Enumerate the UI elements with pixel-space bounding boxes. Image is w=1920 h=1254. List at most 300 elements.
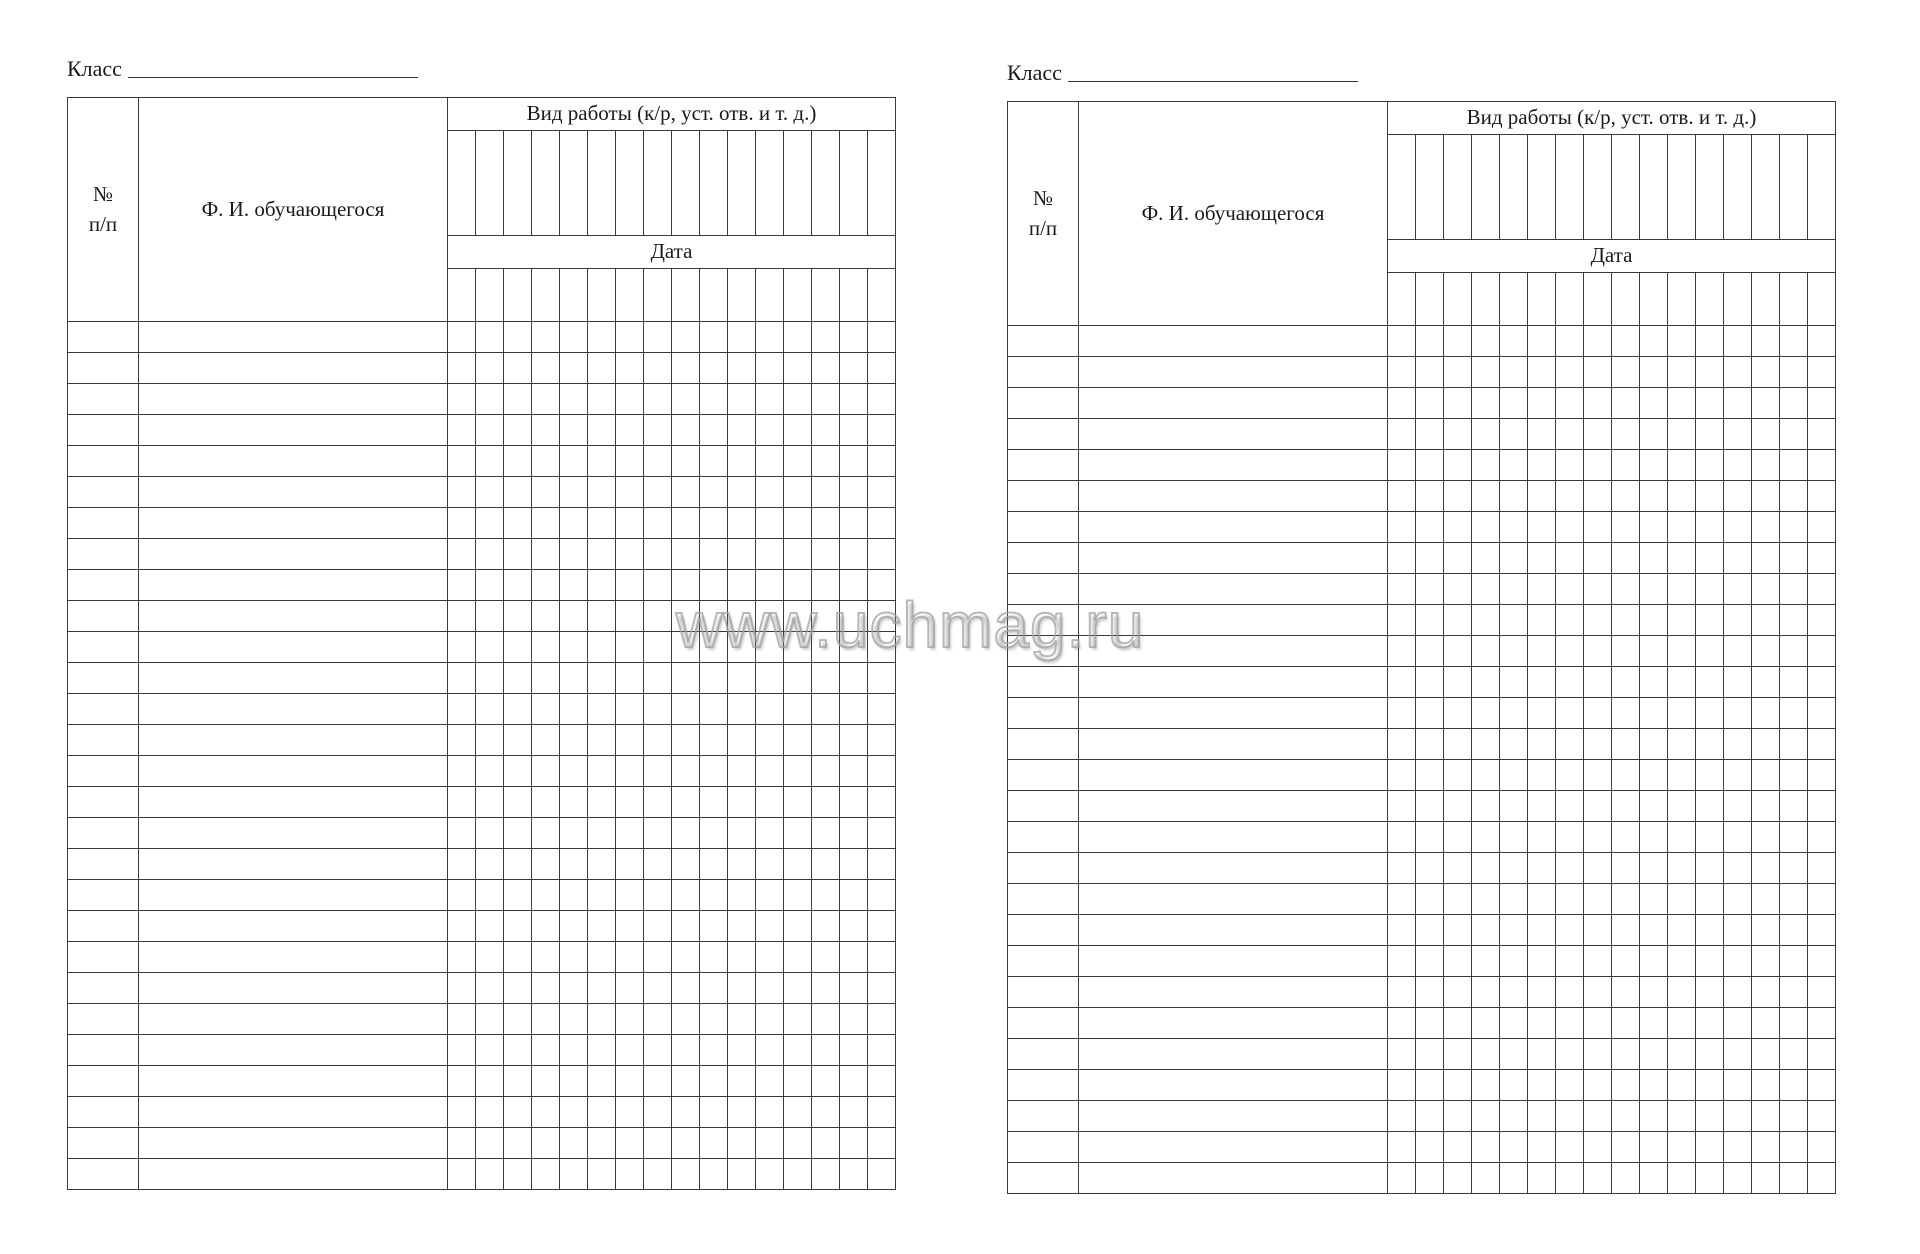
mark-cell[interactable] xyxy=(784,353,812,384)
mark-cell[interactable] xyxy=(1808,636,1836,667)
mark-cell[interactable] xyxy=(1472,450,1500,481)
date-cell[interactable] xyxy=(1808,273,1836,326)
mark-cell[interactable] xyxy=(476,1004,504,1035)
mark-cell[interactable] xyxy=(1472,1101,1500,1132)
mark-cell[interactable] xyxy=(1556,698,1584,729)
mark-cell[interactable] xyxy=(448,942,476,973)
mark-cell[interactable] xyxy=(1668,1132,1696,1163)
mark-cell[interactable] xyxy=(1388,791,1416,822)
mark-cell[interactable] xyxy=(1416,1132,1444,1163)
mark-cell[interactable] xyxy=(476,1128,504,1159)
number-cell[interactable] xyxy=(68,1035,139,1066)
mark-cell[interactable] xyxy=(1752,419,1780,450)
mark-cell[interactable] xyxy=(1752,574,1780,605)
mark-cell[interactable] xyxy=(1416,915,1444,946)
mark-cell[interactable] xyxy=(840,911,868,942)
mark-cell[interactable] xyxy=(1500,543,1528,574)
mark-cell[interactable] xyxy=(1584,1008,1612,1039)
mark-cell[interactable] xyxy=(1724,357,1752,388)
student-name-cell[interactable] xyxy=(139,942,448,973)
mark-cell[interactable] xyxy=(644,942,672,973)
mark-cell[interactable] xyxy=(700,942,728,973)
mark-cell[interactable] xyxy=(1500,326,1528,357)
number-cell[interactable] xyxy=(1008,915,1079,946)
mark-cell[interactable] xyxy=(504,1097,532,1128)
mark-cell[interactable] xyxy=(644,446,672,477)
mark-cell[interactable] xyxy=(672,818,700,849)
mark-cell[interactable] xyxy=(1472,1008,1500,1039)
mark-cell[interactable] xyxy=(448,415,476,446)
mark-cell[interactable] xyxy=(700,539,728,570)
date-cell[interactable] xyxy=(840,269,868,322)
mark-cell[interactable] xyxy=(1752,481,1780,512)
mark-cell[interactable] xyxy=(476,973,504,1004)
date-cell[interactable] xyxy=(700,269,728,322)
mark-cell[interactable] xyxy=(756,384,784,415)
mark-cell[interactable] xyxy=(1640,760,1668,791)
mark-cell[interactable] xyxy=(1388,1163,1416,1194)
mark-cell[interactable] xyxy=(672,880,700,911)
mark-cell[interactable] xyxy=(1640,1039,1668,1070)
mark-cell[interactable] xyxy=(504,663,532,694)
mark-cell[interactable] xyxy=(1444,1132,1472,1163)
mark-cell[interactable] xyxy=(700,1035,728,1066)
mark-cell[interactable] xyxy=(448,880,476,911)
mark-cell[interactable] xyxy=(672,446,700,477)
mark-cell[interactable] xyxy=(1724,636,1752,667)
mark-cell[interactable] xyxy=(868,415,896,446)
mark-cell[interactable] xyxy=(1780,481,1808,512)
number-cell[interactable] xyxy=(1008,1039,1079,1070)
mark-cell[interactable] xyxy=(1612,667,1640,698)
mark-cell[interactable] xyxy=(1696,357,1724,388)
mark-cell[interactable] xyxy=(448,1066,476,1097)
mark-cell[interactable] xyxy=(840,446,868,477)
mark-cell[interactable] xyxy=(756,973,784,1004)
mark-cell[interactable] xyxy=(1668,1008,1696,1039)
mark-cell[interactable] xyxy=(672,911,700,942)
mark-cell[interactable] xyxy=(588,1035,616,1066)
mark-cell[interactable] xyxy=(840,756,868,787)
mark-cell[interactable] xyxy=(1808,698,1836,729)
mark-cell[interactable] xyxy=(728,1097,756,1128)
mark-cell[interactable] xyxy=(868,353,896,384)
mark-cell[interactable] xyxy=(1416,1039,1444,1070)
mark-cell[interactable] xyxy=(840,787,868,818)
mark-cell[interactable] xyxy=(532,601,560,632)
mark-cell[interactable] xyxy=(1612,450,1640,481)
mark-cell[interactable] xyxy=(616,1066,644,1097)
number-cell[interactable] xyxy=(68,1004,139,1035)
mark-cell[interactable] xyxy=(1528,605,1556,636)
mark-cell[interactable] xyxy=(1584,946,1612,977)
student-name-cell[interactable] xyxy=(1079,977,1388,1008)
student-name-cell[interactable] xyxy=(139,694,448,725)
mark-cell[interactable] xyxy=(868,1035,896,1066)
mark-cell[interactable] xyxy=(1584,1101,1612,1132)
mark-cell[interactable] xyxy=(1584,450,1612,481)
mark-cell[interactable] xyxy=(672,1097,700,1128)
mark-cell[interactable] xyxy=(476,880,504,911)
mark-cell[interactable] xyxy=(784,787,812,818)
mark-cell[interactable] xyxy=(812,1004,840,1035)
number-cell[interactable] xyxy=(68,601,139,632)
mark-cell[interactable] xyxy=(1668,574,1696,605)
work-type-cell[interactable] xyxy=(1472,135,1500,240)
mark-cell[interactable] xyxy=(1528,543,1556,574)
student-name-cell[interactable] xyxy=(139,849,448,880)
mark-cell[interactable] xyxy=(448,756,476,787)
mark-cell[interactable] xyxy=(784,322,812,353)
mark-cell[interactable] xyxy=(1556,605,1584,636)
work-type-cell[interactable] xyxy=(1668,135,1696,240)
mark-cell[interactable] xyxy=(1472,760,1500,791)
mark-cell[interactable] xyxy=(756,663,784,694)
number-cell[interactable] xyxy=(1008,481,1079,512)
mark-cell[interactable] xyxy=(700,477,728,508)
mark-cell[interactable] xyxy=(728,756,756,787)
mark-cell[interactable] xyxy=(1528,946,1556,977)
mark-cell[interactable] xyxy=(560,1066,588,1097)
mark-cell[interactable] xyxy=(812,1035,840,1066)
mark-cell[interactable] xyxy=(1752,915,1780,946)
work-type-cell[interactable] xyxy=(700,131,728,236)
mark-cell[interactable] xyxy=(1640,419,1668,450)
mark-cell[interactable] xyxy=(672,1066,700,1097)
mark-cell[interactable] xyxy=(700,725,728,756)
mark-cell[interactable] xyxy=(1472,884,1500,915)
mark-cell[interactable] xyxy=(840,415,868,446)
mark-cell[interactable] xyxy=(1556,853,1584,884)
mark-cell[interactable] xyxy=(560,880,588,911)
mark-cell[interactable] xyxy=(448,539,476,570)
mark-cell[interactable] xyxy=(1612,388,1640,419)
mark-cell[interactable] xyxy=(756,756,784,787)
mark-cell[interactable] xyxy=(1472,636,1500,667)
mark-cell[interactable] xyxy=(728,601,756,632)
mark-cell[interactable] xyxy=(1500,698,1528,729)
mark-cell[interactable] xyxy=(1584,605,1612,636)
mark-cell[interactable] xyxy=(1472,574,1500,605)
student-name-cell[interactable] xyxy=(1079,574,1388,605)
date-cell[interactable] xyxy=(1528,273,1556,326)
mark-cell[interactable] xyxy=(1752,667,1780,698)
mark-cell[interactable] xyxy=(784,1159,812,1190)
mark-cell[interactable] xyxy=(476,849,504,880)
mark-cell[interactable] xyxy=(560,1159,588,1190)
mark-cell[interactable] xyxy=(1584,729,1612,760)
mark-cell[interactable] xyxy=(644,663,672,694)
mark-cell[interactable] xyxy=(1416,760,1444,791)
number-cell[interactable] xyxy=(1008,419,1079,450)
mark-cell[interactable] xyxy=(616,601,644,632)
mark-cell[interactable] xyxy=(1584,543,1612,574)
mark-cell[interactable] xyxy=(812,508,840,539)
mark-cell[interactable] xyxy=(616,663,644,694)
number-cell[interactable] xyxy=(68,725,139,756)
mark-cell[interactable] xyxy=(728,849,756,880)
mark-cell[interactable] xyxy=(1808,388,1836,419)
date-cell[interactable] xyxy=(1752,273,1780,326)
mark-cell[interactable] xyxy=(476,694,504,725)
mark-cell[interactable] xyxy=(1724,512,1752,543)
mark-cell[interactable] xyxy=(700,849,728,880)
mark-cell[interactable] xyxy=(1556,729,1584,760)
mark-cell[interactable] xyxy=(644,384,672,415)
mark-cell[interactable] xyxy=(1808,946,1836,977)
mark-cell[interactable] xyxy=(1528,791,1556,822)
mark-cell[interactable] xyxy=(1528,388,1556,419)
mark-cell[interactable] xyxy=(1724,729,1752,760)
mark-cell[interactable] xyxy=(1752,977,1780,1008)
mark-cell[interactable] xyxy=(1444,1008,1472,1039)
mark-cell[interactable] xyxy=(1500,791,1528,822)
mark-cell[interactable] xyxy=(1500,853,1528,884)
mark-cell[interactable] xyxy=(1696,543,1724,574)
mark-cell[interactable] xyxy=(1444,636,1472,667)
mark-cell[interactable] xyxy=(1780,388,1808,419)
mark-cell[interactable] xyxy=(1668,946,1696,977)
mark-cell[interactable] xyxy=(1724,667,1752,698)
mark-cell[interactable] xyxy=(1416,605,1444,636)
mark-cell[interactable] xyxy=(588,446,616,477)
number-cell[interactable] xyxy=(1008,326,1079,357)
student-name-cell[interactable] xyxy=(1079,1163,1388,1194)
mark-cell[interactable] xyxy=(448,787,476,818)
mark-cell[interactable] xyxy=(560,1035,588,1066)
mark-cell[interactable] xyxy=(1640,853,1668,884)
mark-cell[interactable] xyxy=(1444,357,1472,388)
mark-cell[interactable] xyxy=(616,1159,644,1190)
mark-cell[interactable] xyxy=(448,725,476,756)
mark-cell[interactable] xyxy=(560,694,588,725)
mark-cell[interactable] xyxy=(588,601,616,632)
date-cell[interactable] xyxy=(1640,273,1668,326)
mark-cell[interactable] xyxy=(616,353,644,384)
mark-cell[interactable] xyxy=(1416,698,1444,729)
number-cell[interactable] xyxy=(1008,884,1079,915)
mark-cell[interactable] xyxy=(1556,1101,1584,1132)
mark-cell[interactable] xyxy=(588,1159,616,1190)
mark-cell[interactable] xyxy=(1612,822,1640,853)
mark-cell[interactable] xyxy=(1472,791,1500,822)
mark-cell[interactable] xyxy=(448,570,476,601)
mark-cell[interactable] xyxy=(1696,1039,1724,1070)
mark-cell[interactable] xyxy=(1388,884,1416,915)
mark-cell[interactable] xyxy=(1808,450,1836,481)
mark-cell[interactable] xyxy=(840,973,868,1004)
mark-cell[interactable] xyxy=(1500,667,1528,698)
student-name-cell[interactable] xyxy=(139,415,448,446)
mark-cell[interactable] xyxy=(1752,1070,1780,1101)
mark-cell[interactable] xyxy=(560,539,588,570)
mark-cell[interactable] xyxy=(532,1128,560,1159)
mark-cell[interactable] xyxy=(476,1035,504,1066)
mark-cell[interactable] xyxy=(784,1128,812,1159)
mark-cell[interactable] xyxy=(1696,481,1724,512)
mark-cell[interactable] xyxy=(812,942,840,973)
mark-cell[interactable] xyxy=(1444,326,1472,357)
mark-cell[interactable] xyxy=(812,446,840,477)
mark-cell[interactable] xyxy=(1388,1039,1416,1070)
mark-cell[interactable] xyxy=(1444,698,1472,729)
number-cell[interactable] xyxy=(68,663,139,694)
mark-cell[interactable] xyxy=(1388,357,1416,388)
mark-cell[interactable] xyxy=(1808,1070,1836,1101)
mark-cell[interactable] xyxy=(812,756,840,787)
mark-cell[interactable] xyxy=(1724,326,1752,357)
mark-cell[interactable] xyxy=(840,1035,868,1066)
mark-cell[interactable] xyxy=(1444,512,1472,543)
mark-cell[interactable] xyxy=(644,1097,672,1128)
mark-cell[interactable] xyxy=(1388,1132,1416,1163)
mark-cell[interactable] xyxy=(560,1004,588,1035)
number-cell[interactable] xyxy=(68,508,139,539)
student-name-cell[interactable] xyxy=(1079,915,1388,946)
number-cell[interactable] xyxy=(1008,853,1079,884)
mark-cell[interactable] xyxy=(784,694,812,725)
mark-cell[interactable] xyxy=(868,384,896,415)
work-type-cell[interactable] xyxy=(1612,135,1640,240)
mark-cell[interactable] xyxy=(1584,822,1612,853)
number-cell[interactable] xyxy=(1008,977,1079,1008)
mark-cell[interactable] xyxy=(476,1159,504,1190)
mark-cell[interactable] xyxy=(1416,1163,1444,1194)
mark-cell[interactable] xyxy=(672,322,700,353)
mark-cell[interactable] xyxy=(1808,419,1836,450)
mark-cell[interactable] xyxy=(1780,977,1808,1008)
mark-cell[interactable] xyxy=(784,539,812,570)
mark-cell[interactable] xyxy=(476,911,504,942)
mark-cell[interactable] xyxy=(1780,698,1808,729)
mark-cell[interactable] xyxy=(868,818,896,849)
mark-cell[interactable] xyxy=(1584,636,1612,667)
mark-cell[interactable] xyxy=(1556,388,1584,419)
mark-cell[interactable] xyxy=(840,880,868,911)
mark-cell[interactable] xyxy=(1388,636,1416,667)
class-blank-line[interactable] xyxy=(128,76,418,78)
mark-cell[interactable] xyxy=(560,415,588,446)
mark-cell[interactable] xyxy=(868,849,896,880)
mark-cell[interactable] xyxy=(812,1128,840,1159)
mark-cell[interactable] xyxy=(1528,822,1556,853)
mark-cell[interactable] xyxy=(1500,977,1528,1008)
mark-cell[interactable] xyxy=(812,973,840,1004)
mark-cell[interactable] xyxy=(672,353,700,384)
mark-cell[interactable] xyxy=(1640,450,1668,481)
mark-cell[interactable] xyxy=(1612,698,1640,729)
mark-cell[interactable] xyxy=(1416,667,1444,698)
mark-cell[interactable] xyxy=(784,446,812,477)
mark-cell[interactable] xyxy=(1724,698,1752,729)
work-type-cell[interactable] xyxy=(784,131,812,236)
mark-cell[interactable] xyxy=(1668,1039,1696,1070)
number-cell[interactable] xyxy=(68,384,139,415)
mark-cell[interactable] xyxy=(1668,636,1696,667)
mark-cell[interactable] xyxy=(1780,884,1808,915)
mark-cell[interactable] xyxy=(812,632,840,663)
mark-cell[interactable] xyxy=(1556,450,1584,481)
student-name-cell[interactable] xyxy=(1079,729,1388,760)
mark-cell[interactable] xyxy=(672,508,700,539)
number-cell[interactable] xyxy=(1008,1101,1079,1132)
student-name-cell[interactable] xyxy=(139,1159,448,1190)
student-name-cell[interactable] xyxy=(1079,1039,1388,1070)
mark-cell[interactable] xyxy=(1388,388,1416,419)
number-cell[interactable] xyxy=(68,1066,139,1097)
date-cell[interactable] xyxy=(868,269,896,322)
mark-cell[interactable] xyxy=(1584,853,1612,884)
mark-cell[interactable] xyxy=(1416,450,1444,481)
mark-cell[interactable] xyxy=(1528,636,1556,667)
mark-cell[interactable] xyxy=(700,415,728,446)
mark-cell[interactable] xyxy=(1808,667,1836,698)
student-name-cell[interactable] xyxy=(1079,667,1388,698)
mark-cell[interactable] xyxy=(1808,543,1836,574)
mark-cell[interactable] xyxy=(476,787,504,818)
mark-cell[interactable] xyxy=(672,477,700,508)
number-cell[interactable] xyxy=(68,694,139,725)
mark-cell[interactable] xyxy=(700,446,728,477)
mark-cell[interactable] xyxy=(700,632,728,663)
mark-cell[interactable] xyxy=(840,539,868,570)
mark-cell[interactable] xyxy=(756,353,784,384)
mark-cell[interactable] xyxy=(1612,1008,1640,1039)
mark-cell[interactable] xyxy=(840,477,868,508)
mark-cell[interactable] xyxy=(1416,977,1444,1008)
mark-cell[interactable] xyxy=(560,353,588,384)
mark-cell[interactable] xyxy=(644,725,672,756)
mark-cell[interactable] xyxy=(616,818,644,849)
date-cell[interactable] xyxy=(1444,273,1472,326)
mark-cell[interactable] xyxy=(1444,1163,1472,1194)
mark-cell[interactable] xyxy=(784,663,812,694)
mark-cell[interactable] xyxy=(840,508,868,539)
mark-cell[interactable] xyxy=(1584,419,1612,450)
mark-cell[interactable] xyxy=(840,353,868,384)
mark-cell[interactable] xyxy=(1808,1163,1836,1194)
mark-cell[interactable] xyxy=(700,787,728,818)
work-type-cell[interactable] xyxy=(532,131,560,236)
mark-cell[interactable] xyxy=(1640,543,1668,574)
mark-cell[interactable] xyxy=(476,539,504,570)
date-cell[interactable] xyxy=(532,269,560,322)
mark-cell[interactable] xyxy=(644,1066,672,1097)
mark-cell[interactable] xyxy=(1808,791,1836,822)
mark-cell[interactable] xyxy=(532,973,560,1004)
mark-cell[interactable] xyxy=(504,1035,532,1066)
mark-cell[interactable] xyxy=(784,725,812,756)
mark-cell[interactable] xyxy=(1416,481,1444,512)
mark-cell[interactable] xyxy=(1612,543,1640,574)
work-type-cell[interactable] xyxy=(1528,135,1556,240)
mark-cell[interactable] xyxy=(868,446,896,477)
mark-cell[interactable] xyxy=(812,725,840,756)
mark-cell[interactable] xyxy=(784,1004,812,1035)
number-cell[interactable] xyxy=(1008,791,1079,822)
mark-cell[interactable] xyxy=(672,663,700,694)
number-cell[interactable] xyxy=(68,415,139,446)
mark-cell[interactable] xyxy=(1668,605,1696,636)
mark-cell[interactable] xyxy=(1444,884,1472,915)
mark-cell[interactable] xyxy=(532,818,560,849)
number-cell[interactable] xyxy=(1008,1008,1079,1039)
mark-cell[interactable] xyxy=(840,1159,868,1190)
student-name-cell[interactable] xyxy=(1079,1070,1388,1101)
mark-cell[interactable] xyxy=(1556,977,1584,1008)
mark-cell[interactable] xyxy=(504,818,532,849)
mark-cell[interactable] xyxy=(756,694,784,725)
